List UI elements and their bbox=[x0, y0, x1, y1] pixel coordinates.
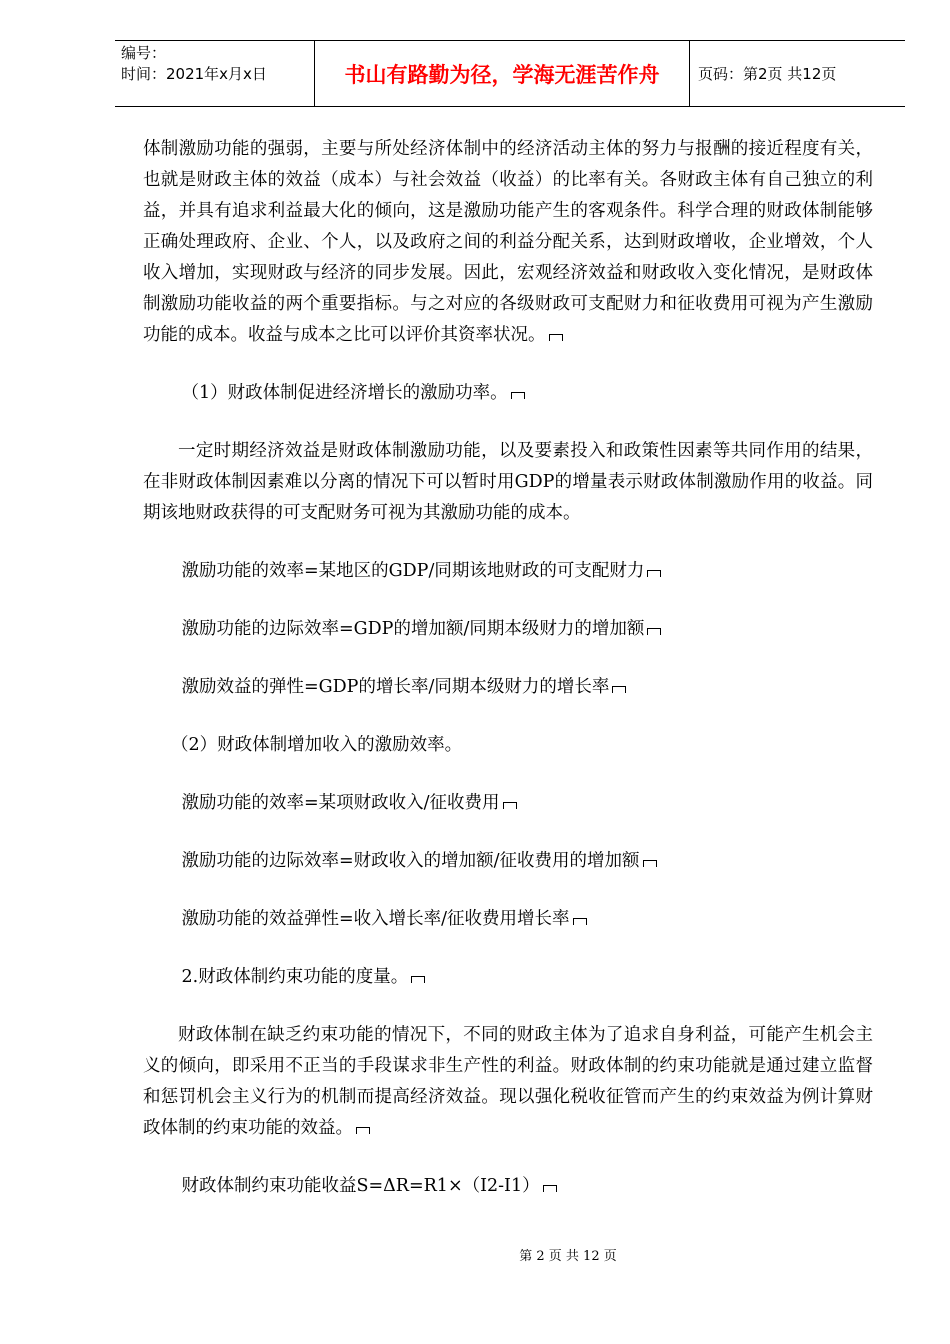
heading-text: 2.财政体制约束功能的度量。 bbox=[181, 967, 409, 987]
formula-text: 激励功能的效率=某项财政收入/征收费用 bbox=[181, 793, 500, 813]
header-meta bbox=[115, 41, 315, 106]
formula-text: 激励功能的边际效率=GDP的增加额/同期本级财力的增加额 bbox=[181, 619, 645, 639]
paragraph-mark-icon bbox=[503, 802, 517, 809]
formula-line bbox=[143, 904, 873, 935]
formula-text: 财政体制约束功能收益S=ΔR=R1×（I2-I1） bbox=[181, 1176, 540, 1196]
document-body bbox=[143, 134, 873, 1202]
heading-text: （1）财政体制促进经济增长的激励功率。 bbox=[181, 383, 508, 403]
heading-text: （2）财政体制增加收入的激励效率。 bbox=[171, 735, 463, 755]
number-label: 编号： bbox=[121, 44, 167, 62]
paragraph-mark-icon bbox=[411, 976, 425, 983]
paragraph-mark-icon bbox=[612, 686, 626, 693]
section-heading bbox=[143, 730, 873, 761]
page-footer bbox=[0, 1245, 950, 1264]
section-heading bbox=[143, 962, 873, 993]
paragraph-text: 体制激励功能的强弱，主要与所处经济体制中的经济活动主体的努力与报酬的接近程度有关，也就是财政主体的效益（成本）与社会效益（收益）的比率有关。各财政主体有自己独立的利益，并具有追求利益最大化的倾向，这是激励功能产生的客观条件。科学合理的财政体制能够正确处理政府、企业、个人，以及政府之间的利益分配关系，达到财政增收，企业增效，个人收入增加，实现财政与经济的同步发展。因此，宏观经济效益和财政收入变化情况，是财政体制激励功能收益的两个重要指标。与之对应的各级财政可支配财力和征收费用可视为产生激励功能的成本。收益与成本之比可以评价其资率状况。 bbox=[143, 139, 873, 345]
section-heading bbox=[143, 378, 873, 409]
paragraph-mark-icon bbox=[549, 334, 563, 341]
paragraph-mark-icon bbox=[647, 628, 661, 635]
formula-line bbox=[143, 846, 873, 877]
paragraph-mark-icon bbox=[643, 860, 657, 867]
paragraph-mark-icon bbox=[511, 392, 525, 399]
formula-line bbox=[143, 788, 873, 819]
paragraph-mark-icon bbox=[356, 1127, 370, 1134]
paragraph-text: 一定时期经济效益是财政体制激励功能，以及要素投入和政策性因素等共同作用的结果，在非财政体制因素难以分离的情况下可以暂时用GDP的增量表示财政体制激励作用的收益。同期该地财政获得的可支配财务可视为其激励功能的成本。 bbox=[143, 441, 873, 523]
paragraph-mark-icon bbox=[573, 918, 587, 925]
time-label: 时间：2021年x月x日 bbox=[121, 65, 267, 83]
paragraph-text: 财政体制在缺乏约束功能的情况下，不同的财政主体为了追求自身利益，可能产生机会主义的倾向，即采用不正当的手段谋求非生产性的利益。财政体制的约束功能就是通过建立监督和惩罚机会主义行为的机制而提高经济效益。现以强化税收征管而产生的约束效益为例计算财政体制的约束功能的效益。 bbox=[143, 1025, 873, 1138]
formula-text: 激励功能的边际效率=财政收入的增加额/征收费用的增加额 bbox=[181, 851, 640, 871]
page-header bbox=[115, 40, 905, 107]
header-motto: 书山有路勤为径，学海无涯苦作舟 bbox=[315, 41, 690, 106]
formula-line bbox=[143, 614, 873, 645]
header-page-info: 页码：第2页 共12页 bbox=[698, 65, 837, 83]
formula-line bbox=[143, 672, 873, 703]
paragraph bbox=[143, 436, 873, 529]
formula-line bbox=[143, 1171, 873, 1202]
formula-text: 激励效益的弹性=GDP的增长率/同期本级财力的增长率 bbox=[181, 677, 610, 697]
formula-text: 激励功能的效率=某地区的GDP/同期该地财政的可支配财力 bbox=[181, 561, 645, 581]
paragraph bbox=[143, 134, 873, 351]
paragraph-mark-icon bbox=[543, 1185, 557, 1192]
footer-page-number: 第 2 页 共 12 页 bbox=[519, 1249, 617, 1264]
formula-text: 激励功能的效益弹性=收入增长率/征收费用增长率 bbox=[181, 909, 570, 929]
paragraph bbox=[143, 1020, 873, 1144]
paragraph-mark-icon bbox=[647, 570, 661, 577]
formula-line bbox=[143, 556, 873, 587]
